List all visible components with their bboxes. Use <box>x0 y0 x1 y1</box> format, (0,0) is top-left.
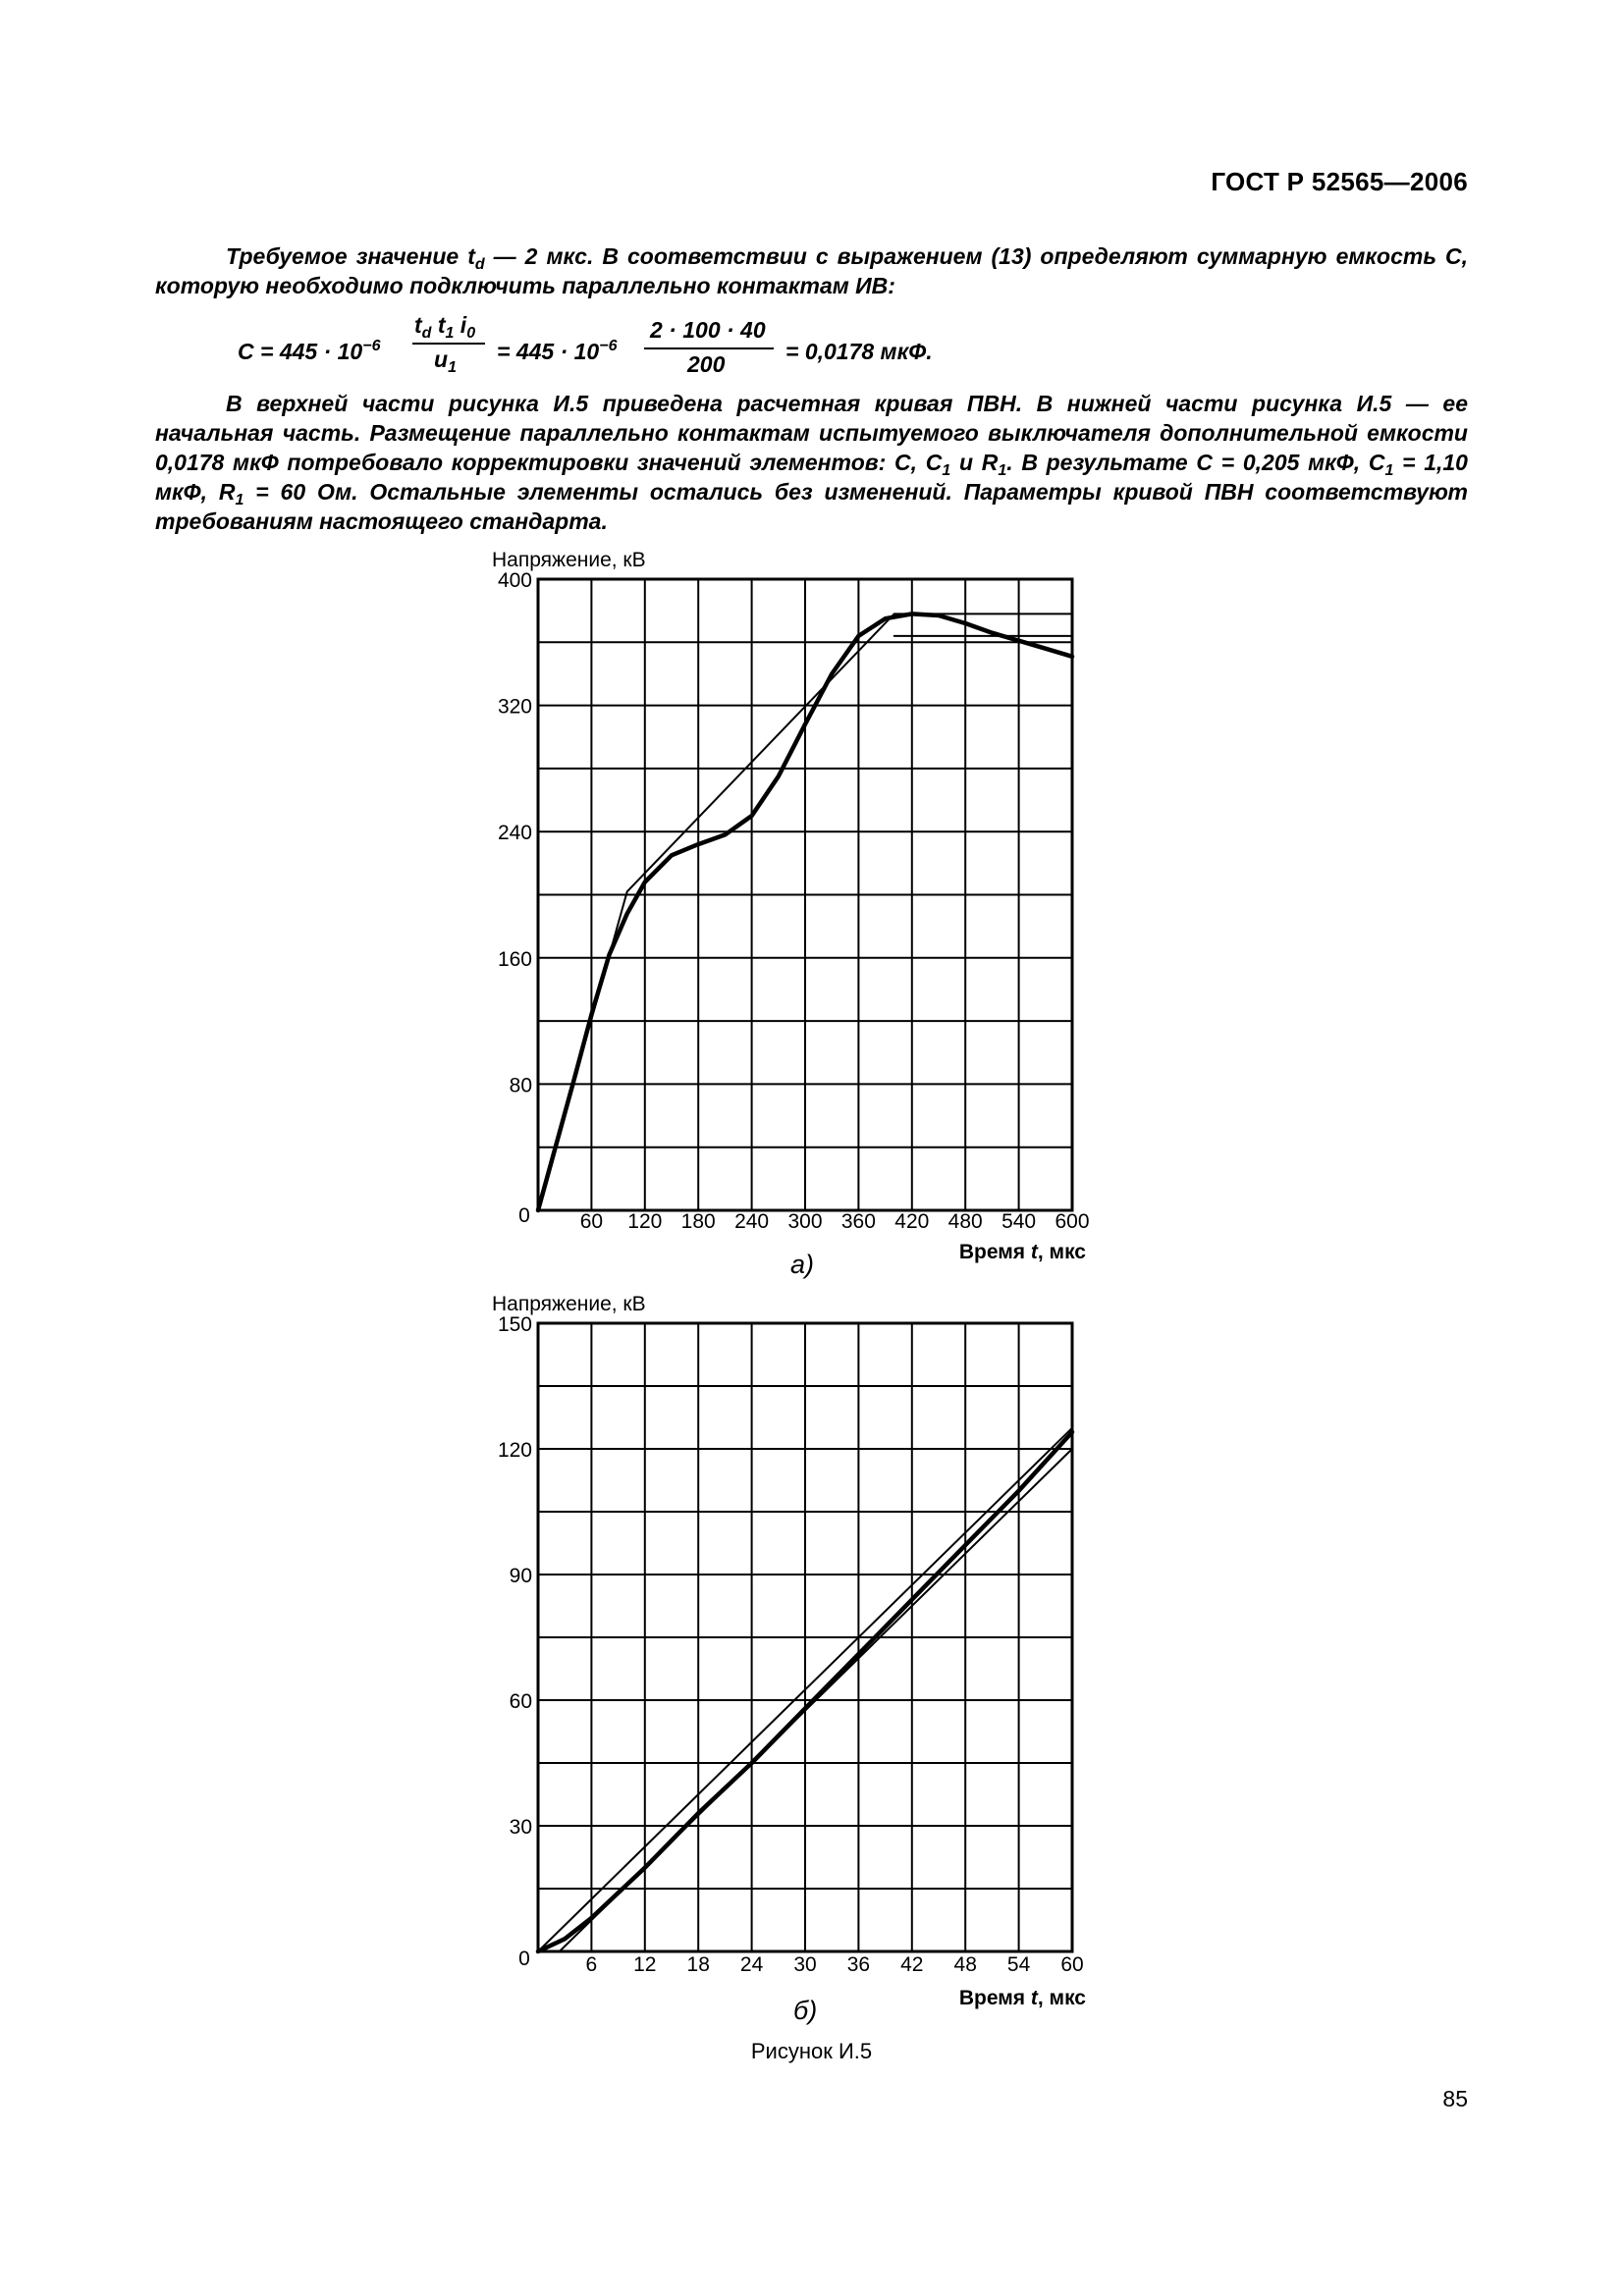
x-tick-label: 180 <box>680 1210 716 1233</box>
x-tick-label: 360 <box>840 1210 876 1233</box>
x-tick-label: 540 <box>1001 1210 1037 1233</box>
x-tick-label: 480 <box>947 1210 983 1233</box>
y-tick-label: 150 <box>497 1313 532 1336</box>
y-tick-label: 400 <box>497 569 532 592</box>
paragraph-figure-description: В верхней части рисунка И.5 приведена расчетная кривая ПВН. В нижней части рисунка И.5 — ее начальная часть. Размещение параллельно контактам испытуемого выключателя дополнительной емкости 0,0178 мкФ потребовало корректировки значений элементов: С, $С_1$ и $R_1$. В результате С = 0,205 мкФ, $С_1 = 1,10$ мкФ, $R_1 = 60$ Ом. Остальные элементы остались без изменений. Параметры кривой ПВН соответствуют требованиям настоящего стандарта. <box>155 391 1468 534</box>
p1-sub-d: d <box>474 256 485 273</box>
y-tick-label: 60 <box>509 1690 532 1713</box>
x-tick-label: 600 <box>1055 1210 1090 1233</box>
y-axis-label: Напряжение, кВ <box>492 1293 646 1315</box>
y-tick-label: 160 <box>497 947 532 971</box>
formula-result: = 0,0178 мкФ. <box>785 339 933 364</box>
x-tick-label: 300 <box>787 1210 823 1233</box>
y-tick-label: 80 <box>509 1074 532 1097</box>
x-tick-label: 36 <box>846 1953 871 1976</box>
chart-b-caption: б) <box>793 1996 818 2025</box>
x-axis-label: Время t, мкс <box>958 1987 1086 2009</box>
x-tick-label: 30 <box>793 1953 817 1976</box>
x-axis-label: Время t, мкс <box>958 1241 1086 1263</box>
y-axis-label: Напряжение, кВ <box>492 549 646 571</box>
p1-text-b: — 2 мкс. В соответствии с выражением (13) определяют суммарную емкость С, которую необходимо подключить параллельно контактам ИВ: <box>155 243 1468 298</box>
x-tick-label: 120 <box>627 1210 663 1233</box>
formula-mid: = $445 \cdot 10^{-6}$ <box>497 338 618 364</box>
formula-numerator-2: 2 · 100 · 40 <box>650 317 766 343</box>
figure-caption: Рисунок И.5 <box>750 2039 873 2063</box>
chart-a-caption: а) <box>790 1250 815 1279</box>
origin-tick-label: 0 <box>518 1948 530 1970</box>
origin-tick-label: 0 <box>518 1204 530 1227</box>
x-tick-label: 42 <box>900 1953 924 1976</box>
y-tick-label: 320 <box>497 695 532 719</box>
document-header: ГОСТ Р 52565—2006 <box>1211 167 1468 196</box>
formula-denominator-2: 200 <box>687 351 726 377</box>
x-tick-label: 6 <box>585 1953 598 1976</box>
formula-numerator: $t_d$ $t_1$ $i_0$ <box>414 312 476 342</box>
x-tick-label: 18 <box>686 1953 710 1976</box>
x-tick-label: 54 <box>1006 1953 1031 1976</box>
x-tick-label: 240 <box>734 1210 770 1233</box>
y-tick-label: 90 <box>509 1565 532 1587</box>
formula-denominator: $u_1$ <box>434 347 457 376</box>
y-tick-label: 120 <box>497 1439 532 1462</box>
x-tick-label: 60 <box>1060 1953 1084 1976</box>
x-tick-label: 420 <box>894 1210 930 1233</box>
x-tick-label: 60 <box>579 1210 604 1233</box>
p1-text-a: Требуемое значение t <box>226 243 475 269</box>
page-number: 85 <box>1442 2086 1468 2111</box>
x-tick-label: 48 <box>953 1953 977 1976</box>
y-tick-label: 240 <box>497 822 532 845</box>
formula-lhs: $С = 445 \cdot 10^{-6}$ <box>238 338 381 364</box>
x-tick-label: 12 <box>633 1953 657 1976</box>
y-tick-label: 30 <box>509 1816 532 1839</box>
x-tick-label: 24 <box>739 1953 764 1976</box>
